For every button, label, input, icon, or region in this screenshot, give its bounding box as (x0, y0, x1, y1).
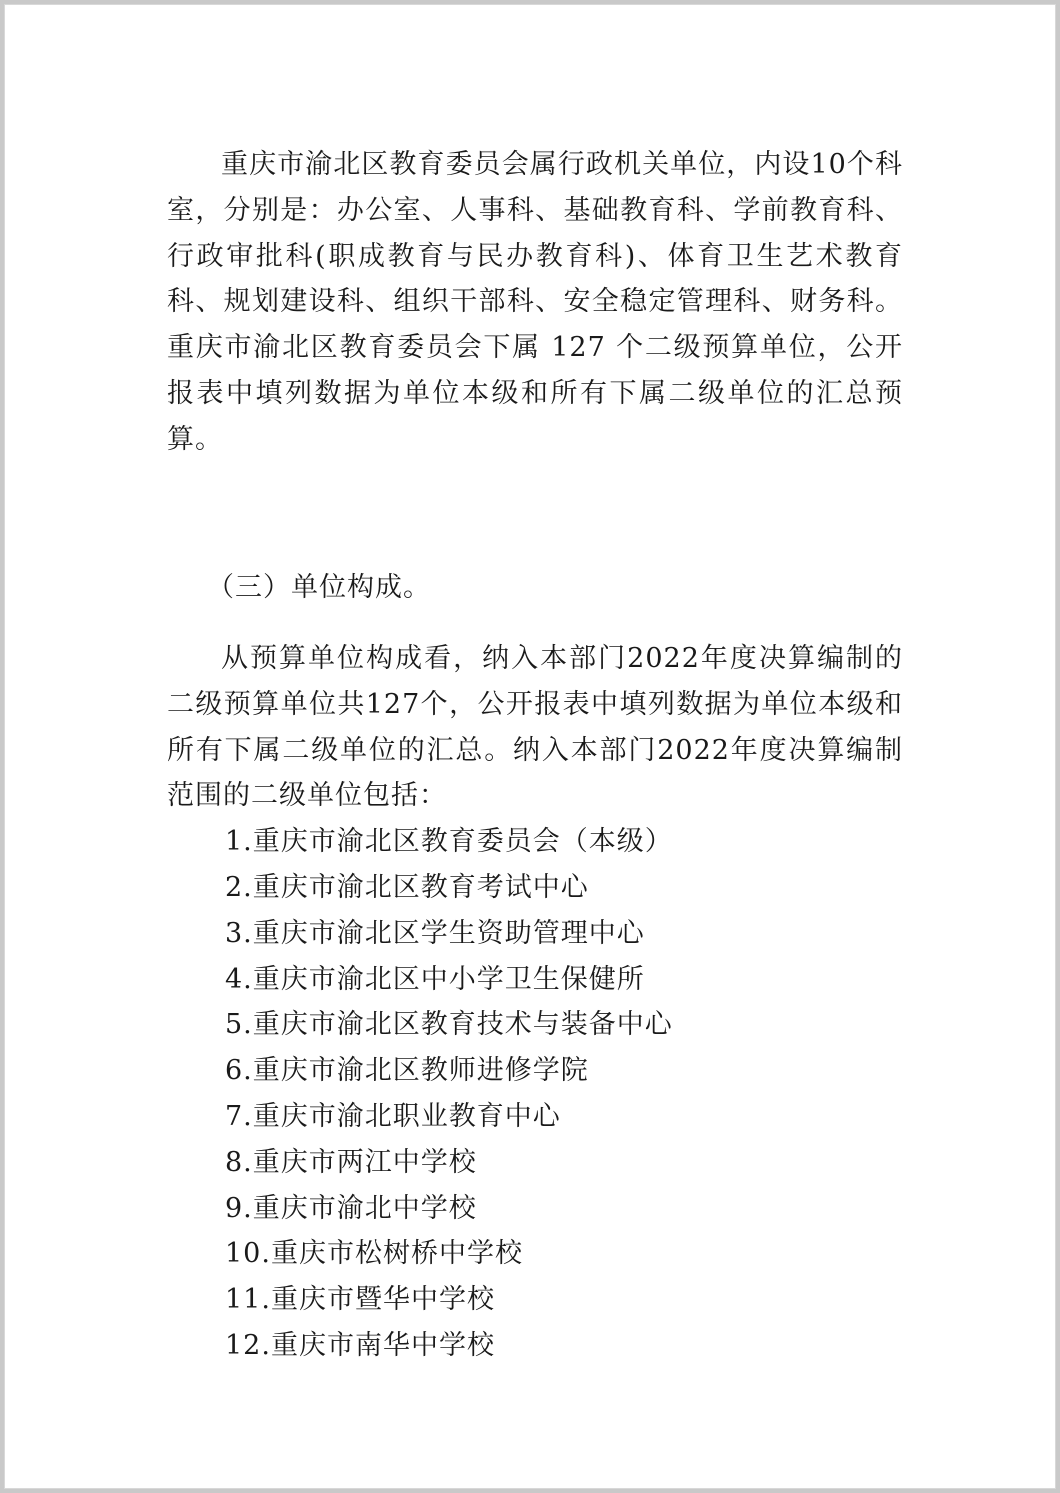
list-item: 11.重庆市暨华中学校 (225, 1284, 495, 1316)
list-item: 1.重庆市渝北区教育委员会（本级） (225, 826, 673, 858)
list-item: 3.重庆市渝北区学生资助管理中心 (225, 917, 645, 949)
list-item: 10.重庆市松树桥中学校 (225, 1238, 523, 1270)
section-body (167, 636, 903, 1369)
unit-list (167, 819, 903, 1369)
page-content (167, 142, 903, 1361)
list-item: 6.重庆市渝北区教师进修学院 (225, 1055, 589, 1087)
section-paragraph: 从预算单位构成看，纳入本部门2022年度决算编制的二级预算单位共127个，公开报表中填列数据为单位本级和所有下属二级单位的汇总。纳入本部门2022年度决算编制范围的二级单位包括： (167, 643, 903, 812)
list-item: 12.重庆市南华中学校 (225, 1329, 495, 1361)
list-item: 8.重庆市两江中学校 (225, 1146, 477, 1178)
list-item: 2.重庆市渝北区教育考试中心 (225, 871, 589, 903)
section-heading: （三）单位构成。 (207, 572, 431, 603)
list-item: 7.重庆市渝北职业教育中心 (225, 1100, 561, 1132)
list-item: 9.重庆市渝北中学校 (225, 1192, 477, 1224)
intro-paragraph: 重庆市渝北区教育委员会属行政机关单位，内设10个科室，分别是：办公室、人事科、基础教育科、学前教育科、行政审批科(职成教育与民办教育科)、体育卫生艺术教育科、规划建设科、组织干部科、安全稳定管理科、财务科。重庆市渝北区教育委员会下属 127 个二级预算单位，公开报表中填列数据为单位本级和所有下属二级单位的汇总预算。 (167, 149, 903, 455)
list-item: 4.重庆市渝北区中小学卫生保健所 (225, 963, 645, 995)
document-page (4, 4, 1056, 1489)
list-item: 5.重庆市渝北区教育技术与装备中心 (225, 1009, 673, 1041)
